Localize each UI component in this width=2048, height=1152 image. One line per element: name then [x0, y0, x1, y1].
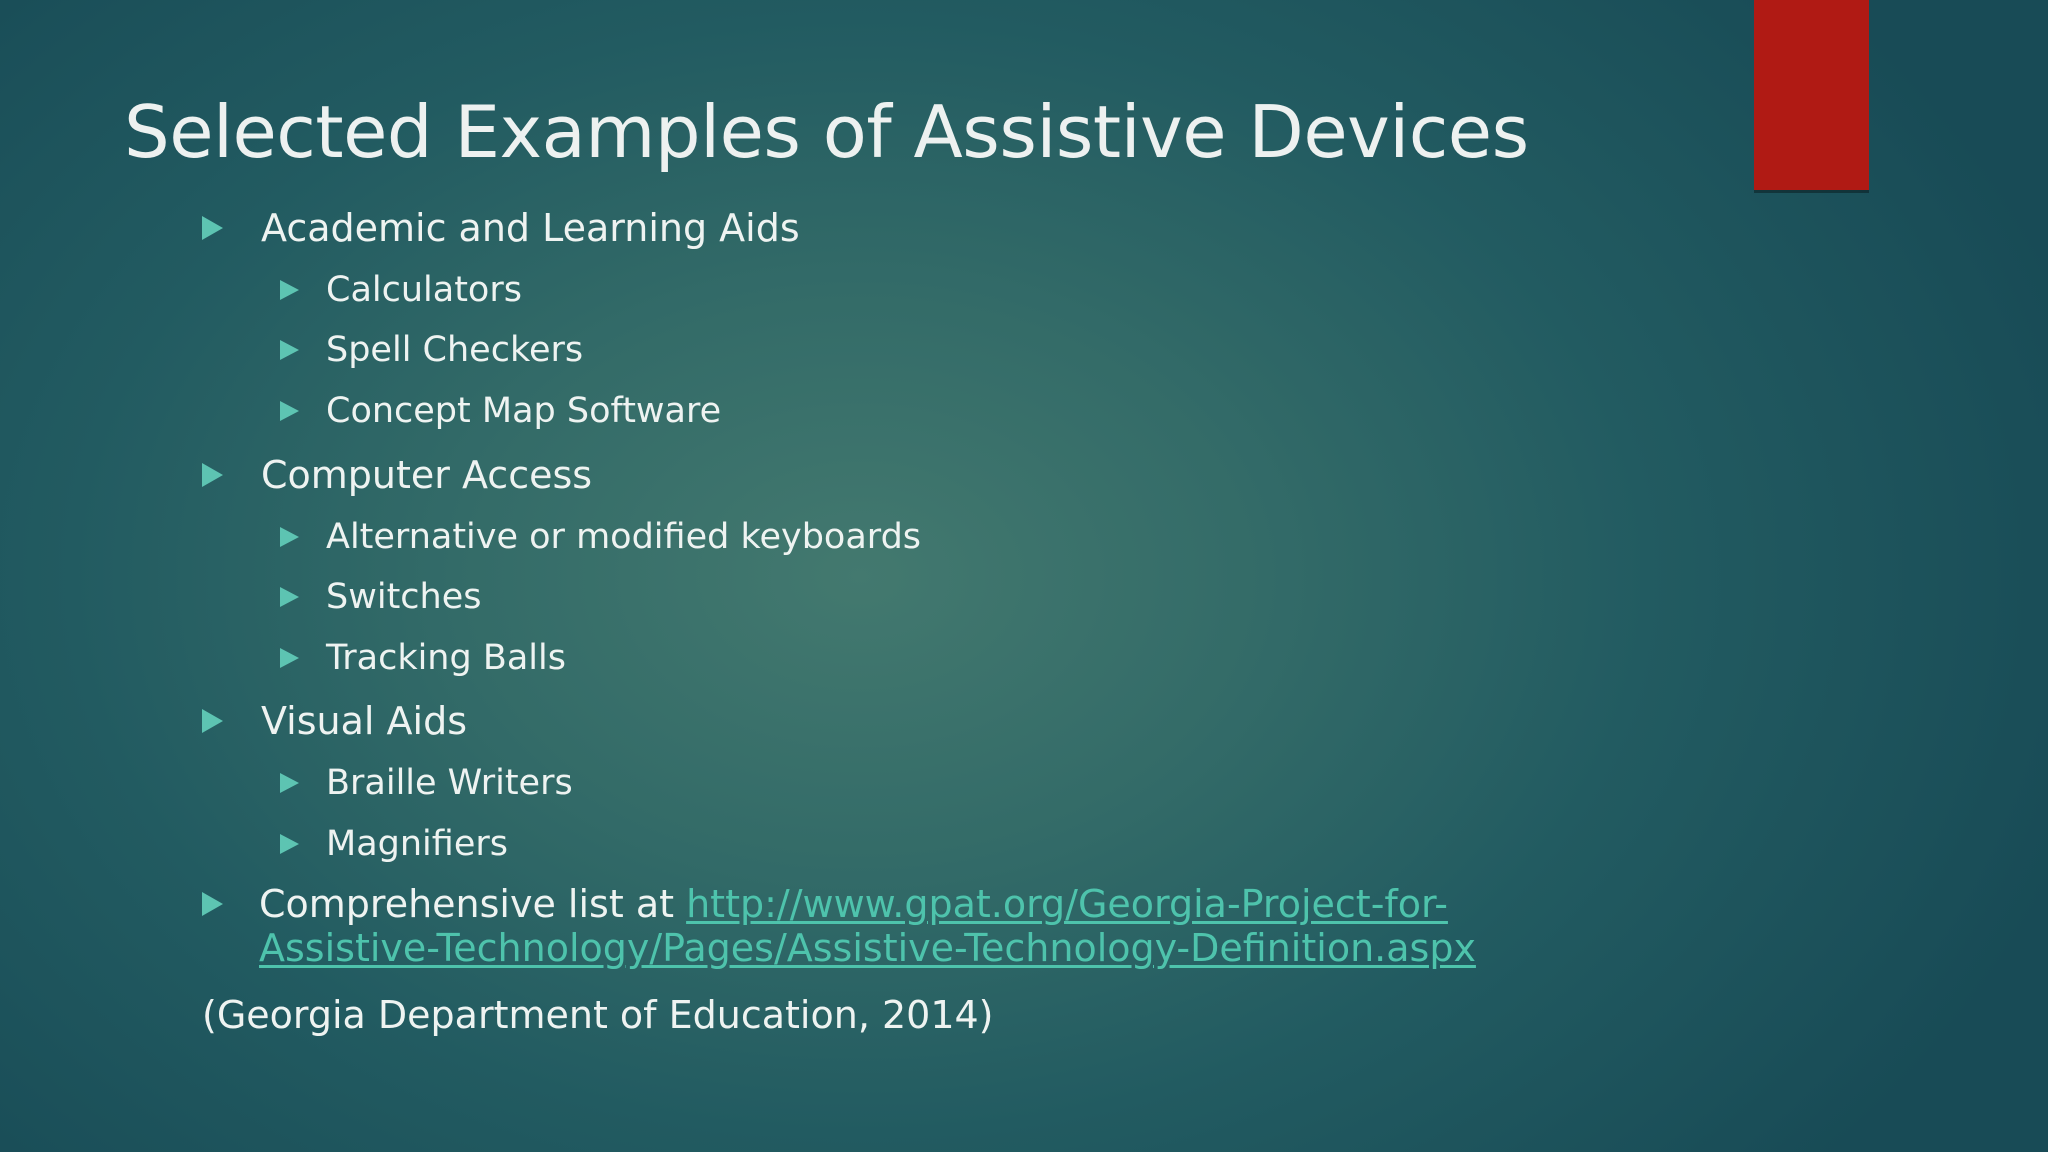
sub-bullet-label: Calculators	[326, 270, 522, 310]
bullet-arrow-icon	[280, 280, 299, 300]
bullet-arrow-icon	[280, 340, 299, 360]
sub-bullet-label: Concept Map Software	[326, 391, 722, 431]
bullet-arrow-icon	[280, 773, 299, 793]
comprehensive-text	[259, 882, 1476, 970]
bullet-label: Academic and Learning Aids	[261, 206, 800, 250]
bullet-arrow-icon	[202, 709, 223, 733]
sub-bullet-braille-writers	[280, 760, 573, 806]
gpat-link-line-2[interactable]: Assistive-Technology/Pages/Assistive-Technology-Definition.aspx	[259, 926, 1476, 970]
sub-bullet-concept-map-software	[280, 388, 721, 434]
bullet-academic-learning-aids	[202, 203, 800, 253]
bullet-label: Visual Aids	[261, 699, 467, 743]
comprehensive-prefix: Comprehensive list at	[259, 882, 687, 926]
citation: (Georgia Department of Education, 2014)	[202, 993, 994, 1037]
sub-bullet-label: Alternative or modified keyboards	[326, 517, 922, 557]
bullet-computer-access	[202, 450, 592, 500]
bullet-arrow-icon	[280, 834, 299, 854]
sub-bullet-tracking-balls	[280, 635, 566, 681]
accent-bar	[1754, 0, 1869, 190]
sub-bullet-spell-checkers	[280, 327, 583, 373]
bullet-label: Computer Access	[261, 453, 593, 497]
sub-bullet-alternative-keyboards	[280, 514, 921, 560]
bullet-arrow-icon	[202, 216, 223, 240]
sub-bullet-label: Tracking Balls	[326, 638, 566, 678]
sub-bullet-label: Switches	[326, 577, 482, 617]
sub-bullet-magnifiers	[280, 821, 508, 867]
sub-bullet-switches	[280, 574, 481, 620]
sub-bullet-label: Magnifiers	[326, 824, 508, 864]
sub-bullet-label: Braille Writers	[326, 763, 573, 803]
sub-bullet-calculators	[280, 267, 522, 313]
bullet-arrow-icon	[280, 648, 299, 668]
bullet-arrow-icon	[280, 401, 299, 421]
gpat-link-line-1[interactable]: http://www.gpat.org/Georgia-Project-for-	[686, 882, 1448, 926]
bullet-arrow-icon	[280, 587, 299, 607]
slide-title: Selected Examples of Assistive Devices	[124, 90, 1529, 174]
bullet-arrow-icon	[202, 463, 223, 487]
sub-bullet-label: Spell Checkers	[326, 330, 584, 370]
bullet-arrow-icon	[280, 527, 299, 547]
bullet-visual-aids	[202, 696, 467, 746]
bullet-arrow-icon	[202, 892, 223, 916]
